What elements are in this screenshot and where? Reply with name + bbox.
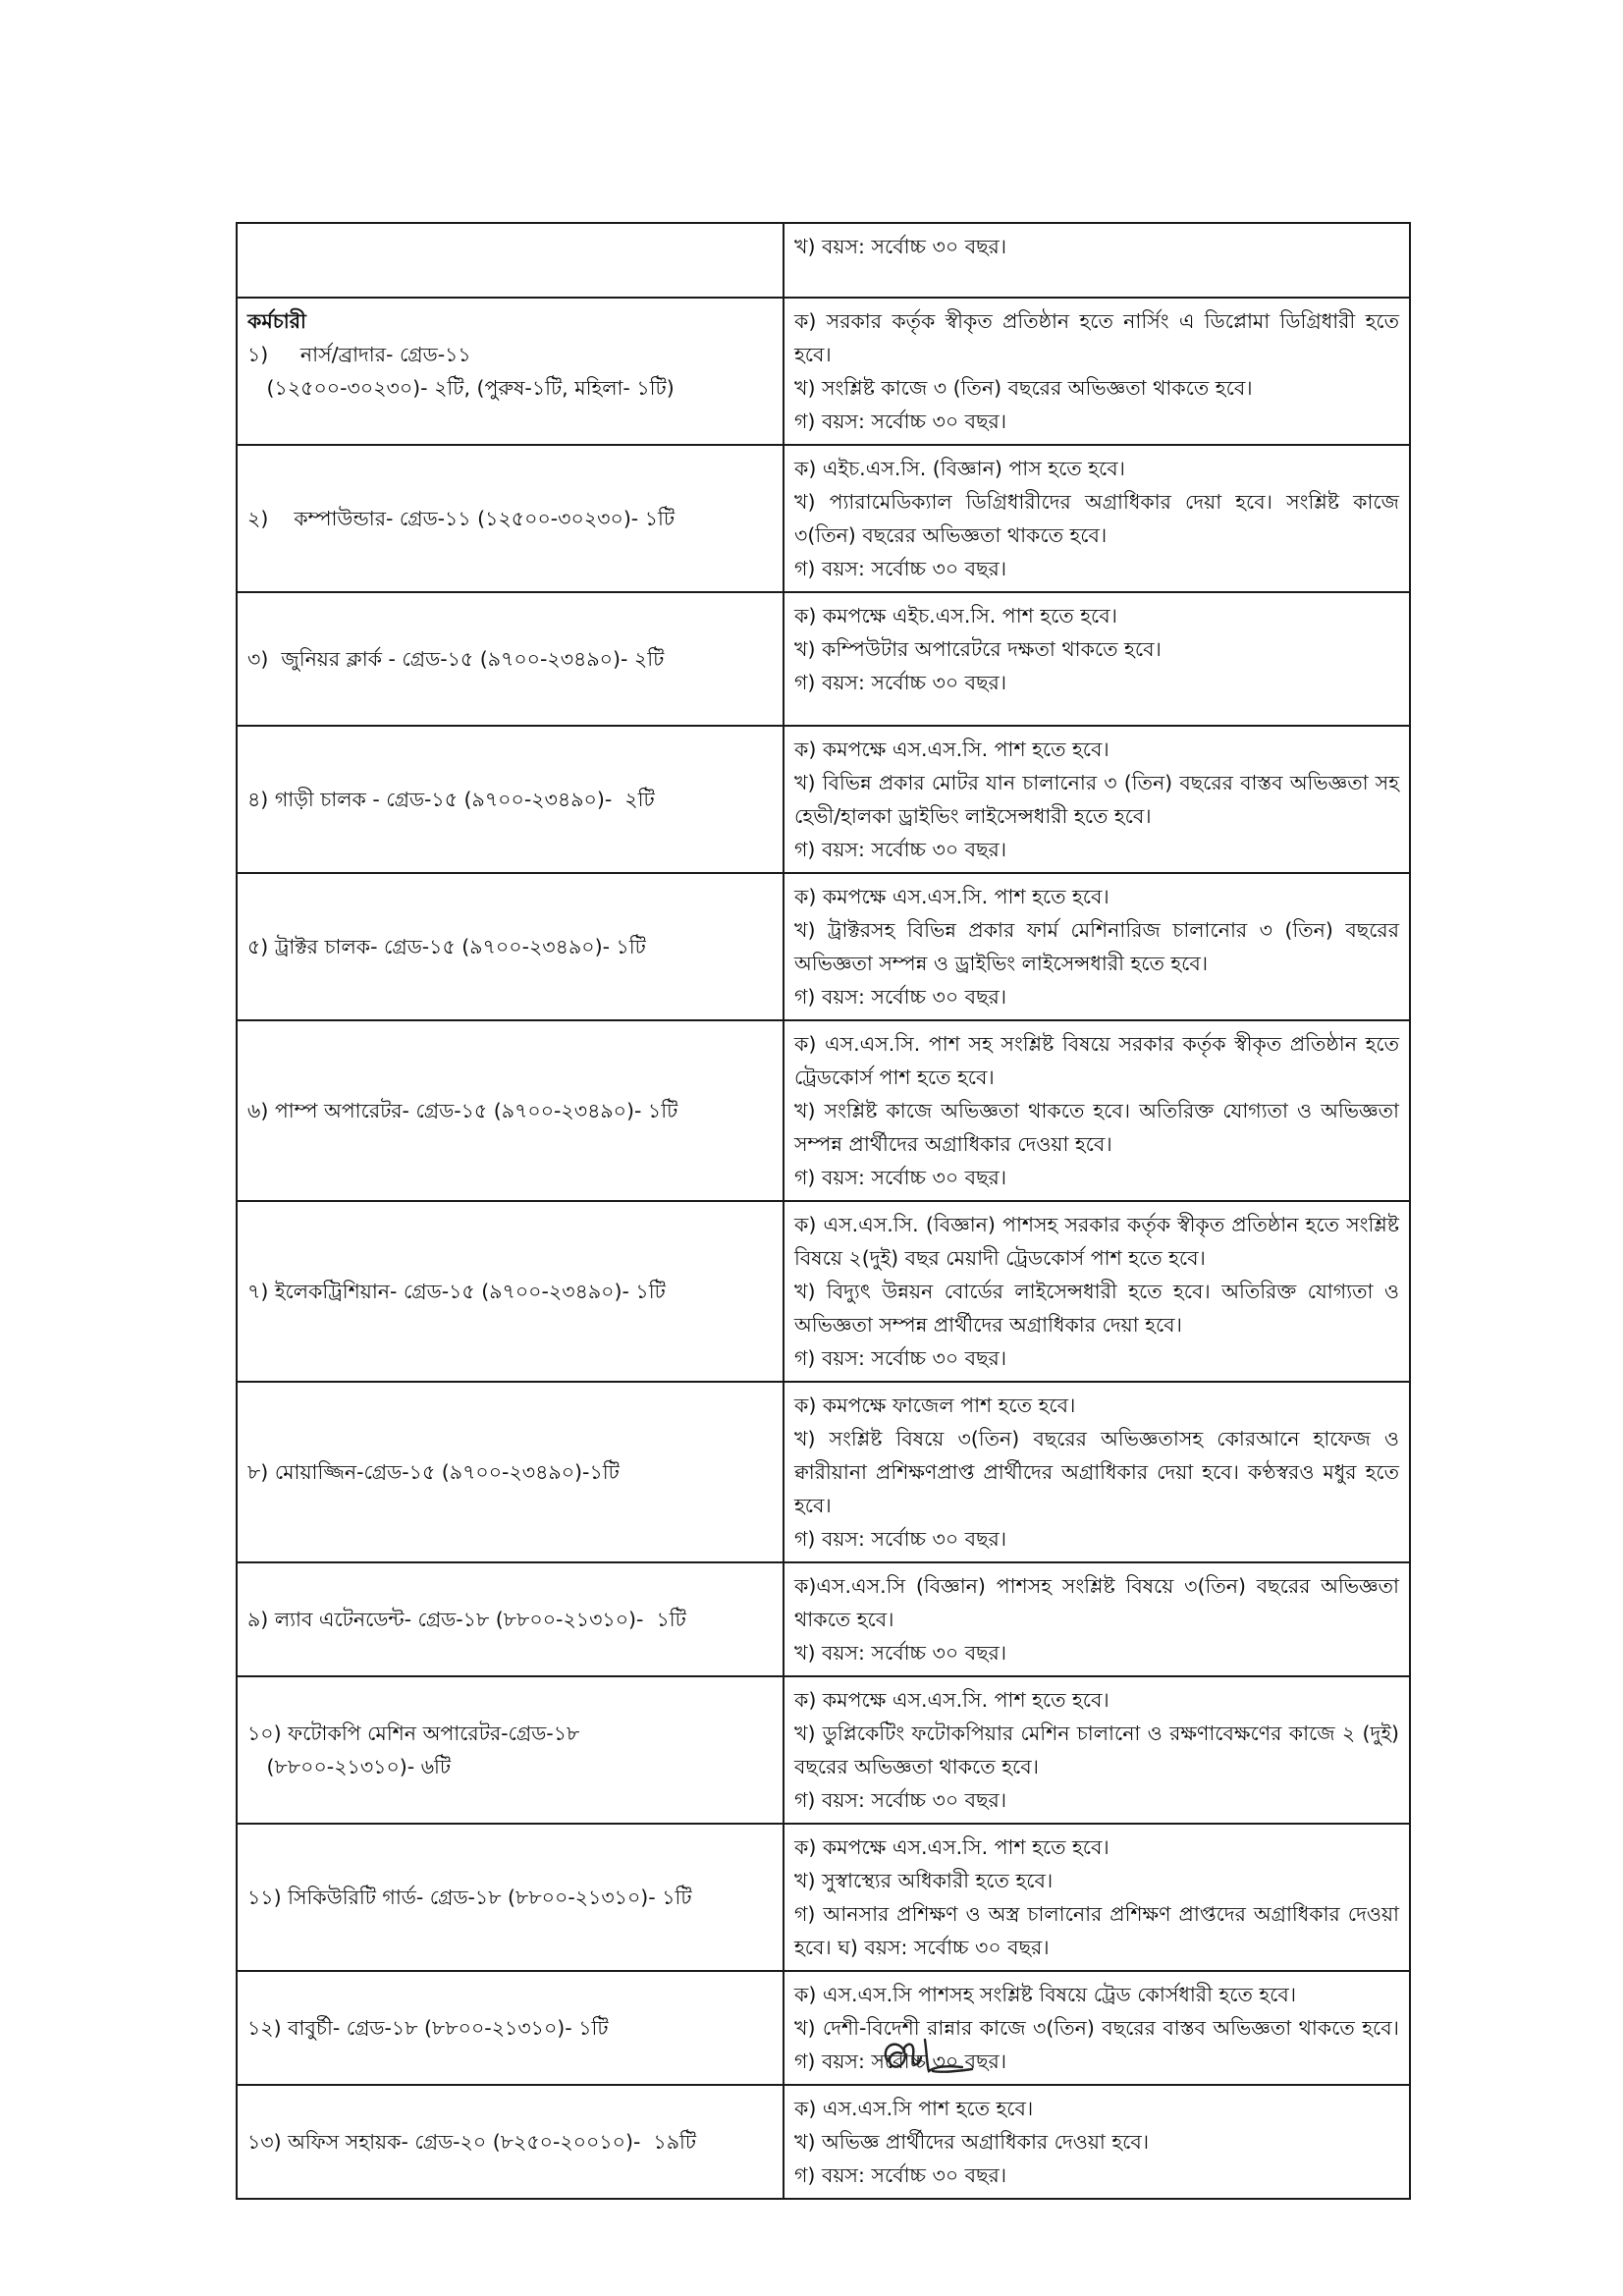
requirement-item: খ) প্যারামেডিক্যাল ডিগ্রিধারীদের অগ্রাধিকার দেয়া হবে। সংশ্লিষ্ট কাজে ৩(তিন) বছরের অভিজ্ঞতা থাকতে হবে। bbox=[794, 490, 1399, 547]
requirement-item: খ) সুস্বাস্থ্যের অধিকারী হতে হবে। bbox=[794, 1869, 1054, 1892]
position-cell bbox=[237, 298, 784, 445]
requirement-item: খ) বয়স: সর্বোচ্চ ৩০ বছর। bbox=[794, 1641, 1007, 1665]
position-cell bbox=[237, 1676, 784, 1824]
position-title: (১২৫০০-৩০২৩০)- ২টি, (পুরুষ-১টি, মহিলা- ১টি) bbox=[247, 376, 675, 400]
requirement-item: খ) বিভিন্ন প্রকার মোটর যান চালানোর ৩ (তিন) বছরের বাস্তব অভিজ্ঞতা সহ হেভী/হালকা ড্রাইভিং লাইসেন্সধারী হতে হবে। bbox=[794, 771, 1399, 828]
table-row bbox=[237, 1824, 1410, 1971]
requirements-cell bbox=[784, 1382, 1410, 1562]
requirement-item: খ) সংশ্লিষ্ট কাজে অভিজ্ঞতা থাকতে হবে। অতিরিক্ত যোগ্যতা ও অভিজ্ঞতা সম্পন্ন প্রার্থীদের অগ্রাধিকার দেওয়া হবে। bbox=[794, 1099, 1399, 1156]
requirement-item: ক) কমপক্ষে এস.এস.সি. পাশ হতে হবে। bbox=[794, 738, 1109, 761]
requirement-item: ক) এস.এস.সি পাশসহ সংশ্লিষ্ট বিষয়ে ট্রেড কোর্সধারী হতে হবে। bbox=[794, 1983, 1297, 2006]
requirements-cell bbox=[784, 592, 1410, 726]
requirement-item: খ) বয়স: সর্বোচ্চ ৩০ বছর। bbox=[794, 235, 1007, 258]
requirement-item: খ) অভিজ্ঞ প্রার্থীদের অগ্রাধিকার দেওয়া হবে। bbox=[794, 2130, 1150, 2154]
position-title: ১১) সিকিউরিটি গার্ড- গ্রেড-১৮ (৮৮০০-২১৩১০)- ১টি bbox=[247, 1886, 692, 1909]
requirements-cell bbox=[784, 1676, 1410, 1824]
position-cell bbox=[237, 1971, 784, 2085]
table-row bbox=[237, 1562, 1410, 1676]
job-requirements-table bbox=[236, 222, 1411, 2200]
requirement-item: ক) কমপক্ষে এস.এস.সি. পাশ হতে হবে। bbox=[794, 885, 1109, 908]
position-cell bbox=[237, 1824, 784, 1971]
requirement-item: খ) ট্রাক্টরসহ বিভিন্ন প্রকার ফার্ম মেশিনারিজ চালানোর ৩ (তিন) বছরের অভিজ্ঞতা সম্পন্ন ও ড্রাইভিং লাইসেন্সধারী হতে হবে। bbox=[794, 918, 1399, 975]
position-title: ১২) বাবুর্চী- গ্রেড-১৮ (৮৮০০-২১৩১০)- ১টি bbox=[247, 2016, 609, 2040]
requirement-item: গ) বয়স: সর্বোচ্চ ৩০ বছর। bbox=[794, 410, 1007, 433]
table-row bbox=[237, 592, 1410, 726]
table-row bbox=[237, 2085, 1410, 2199]
requirements-cell bbox=[784, 873, 1410, 1020]
requirement-item: গ) বয়স: সর্বোচ্চ ৩০ বছর। bbox=[794, 1527, 1007, 1551]
requirement-item: খ) ডুপ্লিকেটিং ফটোকপিয়ার মেশিন চালানো ও রক্ষণাবেক্ষণের কাজে ২ (দুই) বছরের অভিজ্ঞতা থাকতে হবে। bbox=[794, 1722, 1399, 1778]
table-row bbox=[237, 1382, 1410, 1562]
position-cell bbox=[237, 1562, 784, 1676]
table-row bbox=[237, 1020, 1410, 1201]
table-row bbox=[237, 726, 1410, 873]
requirements-cell bbox=[784, 298, 1410, 445]
position-cell bbox=[237, 1201, 784, 1382]
requirement-item: খ) সংশ্লিষ্ট কাজে ৩ (তিন) বছরের অভিজ্ঞতা থাকতে হবে। bbox=[794, 376, 1253, 400]
requirement-item: ক) এইচ.এস.সি. (বিজ্ঞান) পাস হতে হবে। bbox=[794, 457, 1125, 480]
requirements-cell bbox=[784, 445, 1410, 592]
table-row bbox=[237, 1676, 1410, 1824]
requirements-cell bbox=[784, 223, 1410, 298]
requirements-cell bbox=[784, 1020, 1410, 1201]
position-title: (৮৮০০-২১৩১০)- ৬টি bbox=[247, 1755, 452, 1778]
requirement-item: ক) কমপক্ষে ফাজেল পাশ হতে হবে। bbox=[794, 1394, 1076, 1417]
position-title: ৯) ল্যাব এটেনডেন্ট- গ্রেড-১৮ (৮৮০০-২১৩১০)- ১টি bbox=[247, 1608, 686, 1631]
position-title: ২) কম্পাউন্ডার- গ্রেড-১১ (১২৫০০-৩০২৩০)- ১টি bbox=[247, 507, 676, 530]
requirements-cell bbox=[784, 2085, 1410, 2199]
requirement-item: খ) দেশী-বিদেশী রান্নার কাজে ৩(তিন) বছরের বাস্তব অভিজ্ঞতা থাকতে হবে। গ) বয়স: সর্বোচ্চ ৩০ বছর। bbox=[794, 2016, 1399, 2073]
requirement-item: ক) সরকার কর্তৃক স্বীকৃত প্রতিষ্ঠান হতে নার্সিং এ ডিপ্লোমা ডিগ্রিধারী হতে হবে। bbox=[794, 309, 1399, 366]
requirements-cell bbox=[784, 1562, 1410, 1676]
requirements-cell bbox=[784, 1824, 1410, 1971]
table-row bbox=[237, 1971, 1410, 2085]
position-title: ৩) জুনিয়র ক্লার্ক - গ্রেড-১৫ (৯৭০০-২৩৪৯০)- ২টি bbox=[247, 647, 665, 671]
requirement-item: গ) বয়স: সর্বোচ্চ ৩০ বছর। bbox=[794, 671, 1007, 694]
requirement-item: ক) এস.এস.সি. (বিজ্ঞান) পাশসহ সরকার কর্তৃক স্বীকৃত প্রতিষ্ঠান হতে সংশ্লিষ্ট বিষয়ে ২(দুই) বছর মেয়াদী ট্রেডকোর্স পাশ হতে হবে। bbox=[794, 1213, 1399, 1270]
position-cell bbox=[237, 2085, 784, 2199]
requirement-item: ক) কমপক্ষে এইচ.এস.সি. পাশ হতে হবে। bbox=[794, 604, 1117, 628]
position-title: ৫) ট্রাক্টর চালক- গ্রেড-১৫ (৯৭০০-২৩৪৯০)- ১টি bbox=[247, 935, 646, 958]
requirement-item: গ) আনসার প্রশিক্ষণ ও অস্ত্র চালানোর প্রশিক্ষণ প্রাপ্তদের অগ্রাধিকার দেওয়া হবে। ঘ) বয়স: সর্বোচ্চ ৩০ বছর। bbox=[794, 1902, 1399, 1959]
requirement-item: খ) কম্পিউটার অপারেটরে দক্ষতা থাকতে হবে। bbox=[794, 637, 1162, 661]
requirement-item: খ) বিদ্যুৎ উন্নয়ন বোর্ডের লাইসেন্সধারী হতে হবে। অতিরিক্ত যোগ্যতা ও অভিজ্ঞতা সম্পন্ন প্রার্থীদের অগ্রাধিকার দেয়া হবে। bbox=[794, 1280, 1399, 1337]
position-cell bbox=[237, 223, 784, 298]
position-cell bbox=[237, 873, 784, 1020]
table-row bbox=[237, 223, 1410, 298]
position-title: ৭) ইলেকট্রিশিয়ান- গ্রেড-১৫ (৯৭০০-২৩৪৯০)- ১টি bbox=[247, 1280, 666, 1303]
requirement-item: গ) বয়স: সর্বোচ্চ ৩০ বছর। bbox=[794, 1346, 1007, 1370]
requirements-cell bbox=[784, 726, 1410, 873]
position-title: ৬) পাম্প অপারেটর- গ্রেড-১৫ (৯৭০০-২৩৪৯০)- ১টি bbox=[247, 1099, 678, 1122]
signature bbox=[874, 2028, 982, 2087]
position-title: ৮) মোয়াজ্জিন-গ্রেড-১৫ (৯৭০০-২৩৪৯০)-১টি bbox=[247, 1460, 620, 1484]
position-cell bbox=[237, 1382, 784, 1562]
requirement-item: গ) বয়স: সর্বোচ্চ ৩০ বছর। bbox=[794, 1788, 1007, 1812]
table-body bbox=[237, 223, 1410, 2199]
position-title: ১৩) অফিস সহায়ক- গ্রেড-২০ (৮২৫০-২০০১০)- ১৯টি bbox=[247, 2130, 697, 2154]
position-title: ১) নার্স/ব্রাদার- গ্রেড-১১ bbox=[247, 343, 471, 366]
requirement-item: গ) বয়স: সর্বোচ্চ ৩০ বছর। bbox=[794, 2163, 1007, 2187]
category-heading: কর্মচারী bbox=[247, 309, 306, 333]
requirement-item: গ) বয়স: সর্বোচ্চ ৩০ বছর। bbox=[794, 1166, 1007, 1189]
requirement-item: ক) এস.এস.সি. পাশ সহ সংশ্লিষ্ট বিষয়ে সরকার কর্তৃক স্বীকৃত প্রতিষ্ঠান হতে ট্রেডকোর্স পাশ হতে হবে। bbox=[794, 1032, 1399, 1089]
requirement-item: গ) বয়স: সর্বোচ্চ ৩০ বছর। bbox=[794, 838, 1007, 861]
position-cell bbox=[237, 445, 784, 592]
requirement-item: গ) বয়স: সর্বোচ্চ ৩০ বছর। bbox=[794, 985, 1007, 1009]
requirement-item: খ) সংশ্লিষ্ট বিষয়ে ৩(তিন) বছরের অভিজ্ঞতাসহ কোরআনে হাফেজ ও ক্বারীয়ানা প্রশিক্ষণপ্রাপ্ত প্রার্থীদের অগ্রাধিকার দেয়া হবে। কণ্ঠস্বরও মধুর হতে হবে। bbox=[794, 1427, 1399, 1517]
table-row bbox=[237, 1201, 1410, 1382]
table-row bbox=[237, 298, 1410, 445]
position-cell bbox=[237, 726, 784, 873]
requirements-cell bbox=[784, 1201, 1410, 1382]
requirement-item: ক) কমপক্ষে এস.এস.সি. পাশ হতে হবে। bbox=[794, 1835, 1109, 1859]
requirement-item: ক) কমপক্ষে এস.এস.সি. পাশ হতে হবে। bbox=[794, 1688, 1109, 1712]
position-cell bbox=[237, 592, 784, 726]
requirement-item: ক) এস.এস.সি পাশ হতে হবে। bbox=[794, 2097, 1034, 2120]
table-row bbox=[237, 445, 1410, 592]
requirement-item: গ) বয়স: সর্বোচ্চ ৩০ বছর। bbox=[794, 557, 1007, 580]
requirement-item: ক)এস.এস.সি (বিজ্ঞান) পাশসহ সংশ্লিষ্ট বিষয়ে ৩(তিন) বছরের অভিজ্ঞতা থাকতে হবে। bbox=[794, 1574, 1399, 1631]
position-cell bbox=[237, 1020, 784, 1201]
position-title: ৪) গাড়ী চালক - গ্রেড-১৫ (৯৭০০-২৩৪৯০)- ২টি bbox=[247, 788, 655, 811]
table-row bbox=[237, 873, 1410, 1020]
position-title: ১০) ফটোকপি মেশিন অপারেটর-গ্রেড-১৮ bbox=[247, 1722, 580, 1745]
